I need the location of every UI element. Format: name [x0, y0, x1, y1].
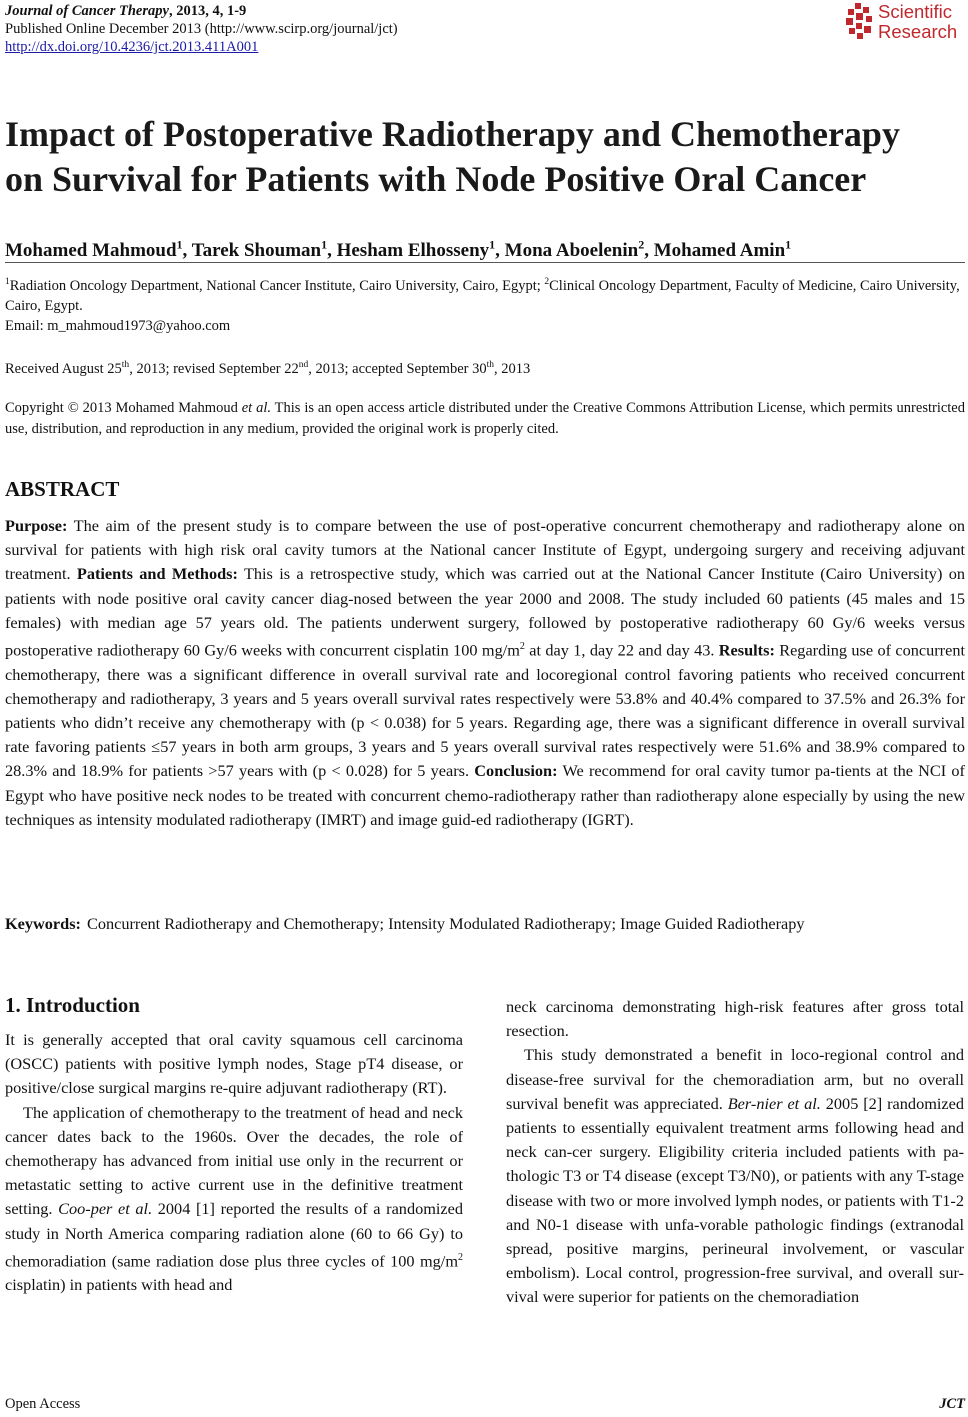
author-email: Email: m_mahmoud1973@yahoo.com — [5, 317, 231, 334]
scirp-logo-icon — [844, 3, 876, 41]
journal-citation — [5, 2, 398, 20]
paragraph: This study demonstrated a benefit in loco-regional control and disease-free survival for the chemoradiation arm, but no overall survival benefit was appreciated. Ber-nier et al. 2005 [2] randomized patients to essentially equivalent treatment arms following head and neck can-cer surgery. Eligibility criteria included patients with pa-thologic T3 or T4 disease (except T3/N0), or patients with any T-stage disease with two or more involved lymph nodes, or patients with T1-2 and N0-1 disease with unfa-vorable pathologic findings (extranodal spread, positive margins, perineural involvement, or vascular embolism). Local control, progression-free survival, and overall sur-vival were superior for patients on the chemoradiation — [506, 1045, 964, 1307]
title-line-2: on Survival for Patients with Node Positive Oral Cancer — [5, 159, 867, 199]
journal-header — [5, 2, 398, 56]
published-line: Published Online December 2013 (http://www.scirp.org/journal/jct) — [5, 21, 398, 37]
journal-volume: , 2013, 4, 1-9 — [168, 3, 247, 19]
author: Hesham Elhosseny$^1$, — [336, 238, 505, 262]
keywords-label: Keywords: — [5, 914, 81, 933]
author: Mona Aboelenin$^2$, — [504, 238, 654, 262]
page-footer — [5, 1396, 965, 1413]
copyright-notice: Copyright © 2013 Mohamed Mahmoud et al. This is an open access article distributed under the Creative Commons Attribution License, which permits unrestricted use, distribution, and reproduction in any medium, provided the original work is properly cited. — [5, 400, 965, 437]
abstract-body: Purpose: The aim of the present study is to compare between the use of post-operative concurrent chemotherapy and radiotherapy alone on survival for patients with high risk oral cavity tumors at the National cancer Institute of Egypt, undergoing surgery and receiving adjuvant treatment. Patients and Methods: This is a retrospective study, which was carried out at the National Cancer Institute (Cairo University) on patients with node positive oral cavity cancer diag-nosed between the year 2000 and 2008. The study included 60 patients (45 males and 15 females) with median age 57 years old. The patients underwent surgery, followed by postoperative radiotherapy 60 Gy/6 weeks versus postoperative radiotherapy 60 Gy/6 weeks with concurrent cisplatin 100 $mg/m^2$ at day 1, day 22 and day 43. Results: Regarding use of concurrent chemotherapy, there was a significant difference in overall survival rate and locoregional control favoring patients who received concurrent chemotherapy and radiotherapy, 3 years and 5 years overall survival rates respectively were 53.8% and 40.4% compared to 37.5% and 26.3% for patients who didn’t receive any chemotherapy with (p < 0.038) for 5 years. Regarding age, there was a significant difference in overall survival rate favoring patients ≤57 years in both arm groups, 3 years and 5 years overall survival rates respectively were 51.6% and 38.9% compared to 28.3% and 18.9% for patients >57 years with (p < 0.028) for 5 years. Conclusion: We recommend for oral cavity tumor pa-tients at the NCI of Egypt who have positive neck nodes to be treated with concurrent chemo-radiotherapy rather than radiotherapy alone especially by using the new techniques as intensity modulated radiotherapy (IMRT) and image guid-ed radiotherapy (IGRT). — [5, 516, 965, 829]
logo-line-1: Scientific — [878, 1, 953, 22]
journal-name: Journal of Cancer Therapy — [5, 3, 169, 19]
header-divider — [5, 262, 965, 263]
keywords-text: Concurrent Radiotherapy and Chemotherapy; Intensity Modulated Radiotherapy; Image Guided Radiotherapy — [86, 914, 805, 933]
received-dates: Received August 25th, 2013; revised September 22nd, 2013; accepted September 30th, 2013 — [5, 360, 531, 377]
affiliation-text: $^1$Radiation Oncology Department, National Cancer Institute, Cairo University, Cairo, Egypt; $^2$Clinical Oncology Department, Faculty of Medicine, Cairo University, Cairo, Egypt. — [5, 277, 960, 314]
paper-title — [5, 112, 965, 202]
publisher-logo — [844, 0, 966, 44]
author: Mohamed Amin$^1$ — [653, 238, 792, 262]
keywords — [5, 912, 965, 936]
affiliation-block — [5, 272, 965, 336]
footer-open-access: Open Access — [5, 1396, 81, 1412]
footer-journal-abbrev: JCT — [939, 1396, 965, 1412]
logo-line-2: Research — [878, 21, 958, 42]
author: Mohamed Mahmoud$^1$, — [5, 238, 192, 262]
doi-link[interactable]: http://dx.doi.org/10.4236/jct.2013.411A001 — [5, 39, 259, 55]
paragraph: The application of chemotherapy to the treatment of head and neck cancer dates back to the 1960s. Over the decades, the role of chemotherapy has advanced from initial use only in the recurrent or metastatic setting to active current use in the definitive treatment setting. Coo-per et al. 2004 [1] reported the results of a randomized study in North America comparing radiation alone (60 to 66 Gy) to chemoradiation (same radiation dose plus three cycles of 100 $mg/m^2$ cisplatin) in patients with head and — [5, 1102, 464, 1295]
section-heading-introduction: 1. Introduction — [5, 993, 140, 1017]
body-column-left — [5, 990, 463, 1298]
author-list — [5, 233, 965, 263]
logo-wordmark — [878, 2, 957, 42]
author: Tarek Shouman$^1$, — [191, 238, 337, 262]
body-column-right — [506, 995, 964, 1310]
paragraph: neck carcinoma demonstrating high-risk features after gross total resection. — [506, 997, 964, 1041]
abstract-heading: ABSTRACT — [5, 477, 120, 501]
paragraph: It is generally accepted that oral cavity squamous cell carcinoma (OSCC) patients with positive lymph nodes, Stage pT4 disease, or positive/close surgical margins re-quire adjuvant radiotherapy (RT). — [5, 1030, 463, 1098]
title-line-1: Impact of Postoperative Radiotherapy and Chemotherapy — [5, 114, 900, 154]
